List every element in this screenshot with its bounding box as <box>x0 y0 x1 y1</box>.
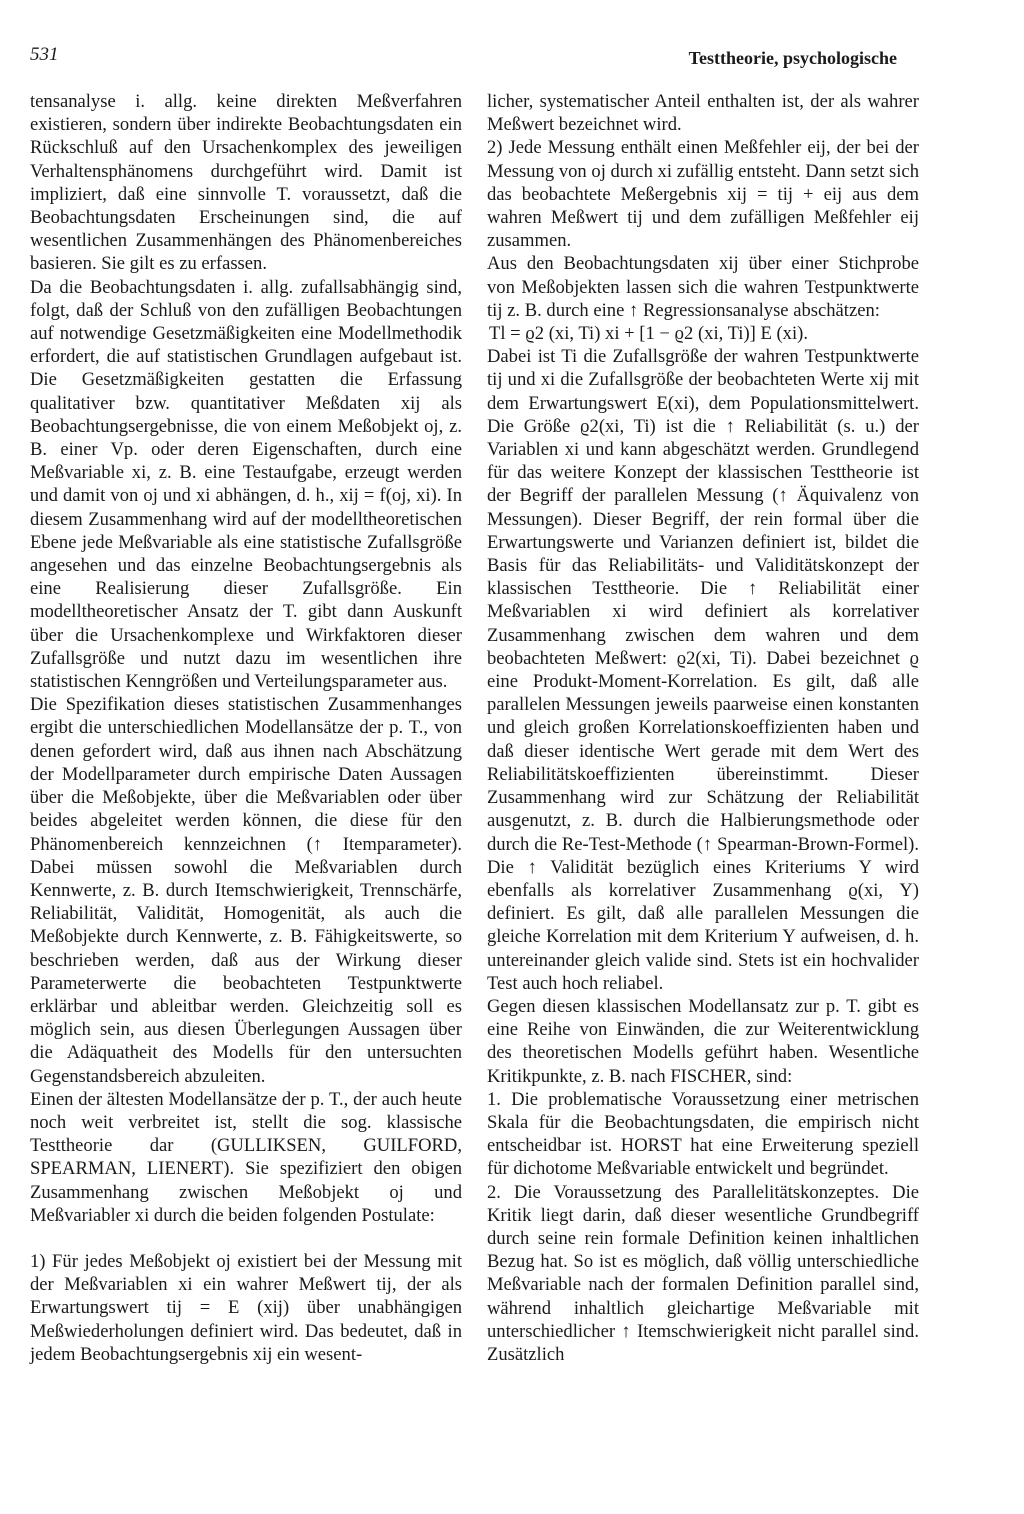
paragraph: Einen der ältesten Modellansätze der p. T., der auch heute noch weit verbreitet ist, stellt die sog. klassische Testtheorie dar (GULLIKSEN, GUILFORD, SPEARMAN, LIENERT). Sie spezifiziert den obigen Zusammenhang zwischen Meßobjekt oj und Meßvariabler xi durch die beiden folgenden Postulate: <box>30 1088 462 1226</box>
paragraph: tensanalyse i. allg. keine direkten Meßverfahren existieren, sondern über indirekte Beobachtungsdaten ein Rückschluß auf den Ursachenkomplex des jeweiligen Verhaltensphänomens durchgeführt wird. Damit ist impliziert, daß eine sinnvolle T. voraussetzt, daß die Beobachtungsdaten Erscheinungen sind, die auf wesentlichen Zusammenhängen des Phänomenbereiches basieren. Sie gilt es zu erfassen. <box>30 91 462 275</box>
page-number: 531 <box>30 44 59 65</box>
paragraph: Da die Beobachtungsdaten i. allg. zufallsabhängig sind, folgt, daß der Schluß von den zufälligen Beobachtungen auf notwendige Gesetzmäßigkeiten eine Modellmethodik erfordert, die auf statistischen Grundlagen aufgebaut ist. Die Gesetzmäßigkeiten gestatten die Erfassung qualitativer bzw. quantitativer Meßdaten xij als Beobachtungsergebnisse, die von einem Meßobjekt oj, z. B. einer Vp. oder deren Eigenschaften, durch eine Meßvariable xi, z. B. eine Testaufgabe, erzeugt werden und damit von oj und xi abhängen, d. h., xij = f(oj, xi). In diesem Zusammenhang wird auf der modelltheoretischen Ebene jede Meßvariable als eine statistische Zufallsgröße angesehen und das einzelne Beobachtungsergebnis als eine Realisierung dieser Zufallsgröße. Ein modelltheoretischer Ansatz der T. gibt dann Auskunft über die Ursachenkomplexe und Wirkfaktoren dieser Zufallsgröße und nutzt dazu im wesentlichen ihre statistischen Kenngrößen und Verteilungsparameter aus. <box>30 276 462 693</box>
paragraph: 2. Die Voraussetzung des Parallelitätskonzeptes. Die Kritik liegt darin, daß dieser wesentliche Grundbegriff durch seine rein formale Definition keinen inhaltlichen Bezug hat. So ist es möglich, daß völlig unterschiedliche Meßvariable nach der formalen Definition parallel sind, während inhaltlich gleichartige Meßvariable mit unterschiedlicher ↑ Itemschwierigkeit nicht parallel sind. Zusätzlich <box>487 1181 919 1365</box>
regression-formula: Tl = ϱ2 (xi, Ti) xi + [1 − ϱ2 (xi, Ti)] E (xi). <box>489 323 808 345</box>
paragraph: Die Spezifikation dieses statistischen Zusammenhanges ergibt die unterschiedlichen Modellansätze der p. T., von denen gefordert wird, daß aus ihnen nach Abschätzung der Modellparameter durch empirische Daten Aussagen über die Meßobjekte, über die Meßvariablen oder über beides abgeleitet werden können, die diese für den Phänomenbereich kennzeichnen (↑ Itemparameter). Dabei müssen sowohl die Meßvariablen durch Kennwerte, z. B. durch Itemschwierigkeit, Trennschärfe, Reliabilität, Validität, Homogenität, als auch die Meßobjekte durch Kennwerte, z. B. Fähigkeitswerte, so beschrieben werden, daß aus der Wirkung dieser Parameterwerte die beobachteten Testpunktwerte erklärbar und ableitbar werden. Gleichzeitig soll es möglich sein, aus diesen Überlegungen Aussagen über die Adäquatheit des Modells für den untersuchten Gegenstandsbereich abzuleiten. <box>30 694 462 1087</box>
paragraph: licher, systematischer Anteil enthalten ist, der als wahrer Meßwert bezeichnet wird. <box>487 91 919 136</box>
paragraph: Aus den Beobachtungsdaten xij über einer Stichprobe von Meßobjekten lassen sich die wahren Testpunktwerte tij z. B. durch eine ↑ Regressionsanalyse abschätzen: <box>487 253 919 321</box>
running-head: Testtheorie, psychologische <box>688 48 897 68</box>
paragraph: 1. Die problematische Voraussetzung einer metrischen Skala für die Beobachtungsdaten, die empirisch nicht entscheidbar ist. HORST hat eine Erweiterung speziell für dichotome Meßvariable entwickelt und begründet. <box>487 1088 919 1180</box>
paragraph: Dabei ist Ti die Zufallsgröße der wahren Testpunktwerte tij und xi die Zufallsgröße der beobachteten Werte xij mit dem Erwartungswert E(xi), dem Populationsmittelwert. Die Größe ϱ2(xi, Ti) ist die ↑ Reliabilität (s. u.) der Variablen xi und kann abgeschätzt werden. Grundlegend für das weitere Konzept der klassischen Testtheorie ist der Begriff der parallelen Messung (↑ Äquivalenz von Messungen). Dieser Begriff, der rein formal über die Erwartungswerte und Varianzen definiert ist, bildet die Basis für das Reliabilitäts- und Validitätskonzept der klassischen Testtheorie. Die ↑ Reliabilität einer Meßvariablen xi wird definiert als korrelativer Zusammenhang zwischen dem wahren und dem beobachteten Meßwert: ϱ2(xi, Ti). Dabei bezeichnet ϱ eine Produkt-Moment-Korrelation. Es gilt, daß alle parallelen Messungen jeweils paarweise einen konstanten und gleich großen Korrelationskoeffizienten haben und daß dieser identische Wert gerade mit dem Wert des Reliabilitätskoeffizienten übereinstimmt. Dieser Zusammenhang wird zur Schätzung der Reliabilität ausgenutzt, z. B. durch die Halbierungsmethode oder durch die Re-Test-Methode (↑ Spearman-Brown-Formel). Die ↑ Validität bezüglich eines Kriteriums Y wird ebenfalls als korrelativer Zusammenhang ϱ(xi, Y) definiert. Es gilt, daß alle parallelen Messungen die gleiche Korrelation mit dem Kriterium Y aufweisen, d. h. untereinander gleich valide sind. Stets ist ein hochvalider Test auch hoch reliabel. <box>487 346 919 994</box>
paragraph: Gegen diesen klassischen Modellansatz zur p. T. gibt es eine Reihe von Einwänden, die zur Weiterentwicklung des theoretischen Modells geführt haben. Wesentliche Kritikpunkte, z. B. nach FISCHER, sind: <box>487 995 919 1087</box>
paragraph: 2) Jede Messung enthält einen Meßfehler eij, der bei der Messung von oj durch xi zufällig entsteht. Dann setzt sich das beobachtete Meßergebnis xij = tij + eij aus dem wahren Meßwert tij und dem zufälligen Meßfehler eij zusammen. <box>487 137 919 252</box>
left-column <box>30 90 462 1366</box>
right-column <box>487 90 919 1366</box>
paragraph-gap <box>30 1227 462 1250</box>
paragraph: 1) Für jedes Meßobjekt oj existiert bei der Messung mit der Meßvariablen xi ein wahrer Meßwert tij, der als Erwartungswert tij = E (xij) über unabhängigen Meßwiederholungen definiert wird. Das bedeutet, daß in jedem Beobachtungsergebnis xij ein wesent- <box>30 1250 462 1365</box>
